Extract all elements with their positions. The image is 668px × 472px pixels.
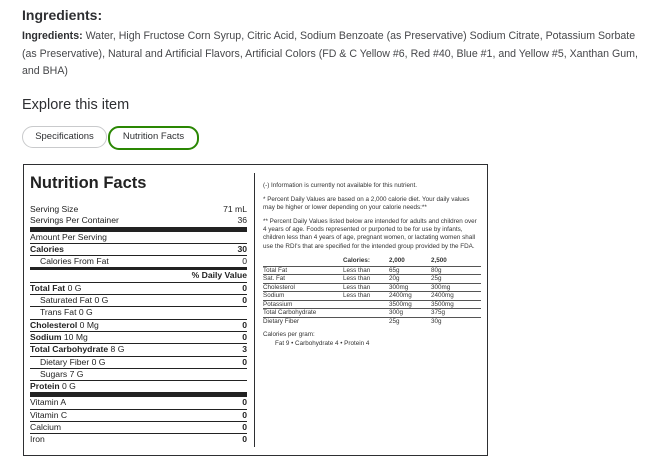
table-cell: Sat. Fat — [263, 275, 343, 284]
vitamin-row — [30, 421, 247, 433]
nutrient-row — [30, 368, 247, 380]
nutrient-label: Sodium — [30, 331, 62, 342]
nutrient-label: Dietary Fiber — [40, 356, 90, 367]
nutrient-row — [30, 343, 247, 355]
explore-heading: Explore this item — [22, 97, 130, 113]
nutrient-label: Saturated Fat — [40, 295, 93, 306]
nutrient-dv — [243, 369, 247, 380]
calories-per-gram-values: Fat 9 • Carbohydrate 4 • Protein 4 — [275, 340, 370, 348]
daily-value-header — [30, 267, 247, 281]
table-cell: 3500mg — [431, 300, 481, 309]
calories-per-gram-label: Calories per gram: — [263, 331, 315, 339]
nutrient-label: Total Carbohydrate — [30, 344, 109, 355]
table-cell: 30g — [431, 317, 481, 325]
vitamin-row — [30, 409, 247, 421]
table-row — [263, 266, 481, 275]
table-row — [263, 300, 481, 309]
table-cell: 65g — [389, 266, 431, 275]
vitamin-dv: 0 — [242, 409, 247, 420]
nutrient-label: Sugars — [40, 368, 68, 379]
servings-value: 36 — [237, 215, 247, 226]
table-row — [263, 292, 481, 301]
footnote-rdi: ** Percent Daily Values listed below are intended for adults and children over 4 years of age. Foods represented or purported to be for use by infants, children less than 4 years of age, pregnant women, or lactating women shall use the RDI's that are specified for the intended group provided by the FDA. — [263, 218, 477, 250]
nutrient-row — [30, 331, 247, 343]
nutrition-facts-label — [30, 173, 247, 446]
nutrient-row — [30, 282, 247, 294]
amount-per-serving-label: Amount Per Serving — [30, 231, 107, 242]
footnote-unavailable: (-) Information is currently not available for this nutrient. — [263, 182, 417, 189]
vitamin-label: Vitamin C — [30, 409, 68, 420]
nutrient-dv — [243, 307, 247, 318]
nutrient-row — [30, 319, 247, 331]
vitamin-dv: 0 — [242, 397, 247, 408]
servings-label: Servings Per Container — [30, 215, 119, 226]
table-cell: 80g — [431, 266, 481, 275]
amount-per-serving-row — [30, 227, 247, 243]
nutrient-amount: 8 G — [110, 344, 125, 355]
servings-row — [30, 215, 247, 226]
calories-row — [30, 243, 247, 255]
ingredients-text — [22, 28, 652, 81]
nutrient-dv: 0 — [242, 319, 247, 330]
serving-size-value: 71 mL — [223, 204, 247, 214]
ingredients-label: Ingredients: — [22, 30, 83, 42]
table-row — [263, 309, 481, 318]
calories-from-fat-value: 0 — [242, 256, 247, 267]
table-cell: 25g — [431, 275, 481, 284]
nutrition-title: Nutrition Facts — [30, 174, 147, 192]
nutrient-dv: 0 — [242, 331, 247, 342]
calories-value: 30 — [237, 243, 247, 254]
table-header-cell: Calories: — [343, 257, 370, 265]
table-row — [263, 283, 481, 292]
table-cell — [343, 317, 389, 325]
nutrient-amount: 10 Mg — [63, 331, 88, 342]
vitamin-row — [30, 433, 247, 445]
vitamin-dv: 0 — [242, 434, 247, 445]
table-cell: Sodium — [263, 292, 343, 301]
nutrient-dv: 0 — [242, 356, 247, 367]
vitamin-label: Iron — [30, 434, 45, 445]
tab-specifications[interactable]: Specifications — [22, 126, 107, 148]
calories-label: Calories — [30, 243, 64, 254]
nutrient-dv: 0 — [242, 282, 247, 293]
table-cell: Dietary Fiber — [263, 317, 343, 325]
table-header-cell — [263, 257, 343, 267]
ingredients-heading: Ingredients: — [22, 7, 103, 23]
footnotes — [263, 182, 481, 348]
nutrient-amount: 0 G — [94, 295, 109, 306]
table-cell: Total Fat — [263, 266, 343, 275]
table-cell: 2400mg — [431, 292, 481, 301]
vitamin-label: Vitamin A — [30, 397, 67, 408]
serving-size-label: Serving Size — [30, 204, 79, 214]
nutrient-amount: 0 G — [78, 307, 93, 318]
table-cell: 300g — [389, 309, 431, 318]
daily-value-header-label: % Daily Value — [191, 270, 247, 281]
table-row — [263, 275, 481, 284]
nutrient-amount: 0 G — [67, 282, 82, 293]
nutrient-label: Total Fat — [30, 282, 66, 293]
table-cell: 3500mg — [389, 300, 431, 309]
table-cell: 300mg — [431, 283, 481, 292]
nutrient-row — [30, 356, 247, 368]
nutrient-amount: 7 G — [69, 368, 84, 379]
panel-divider — [254, 173, 255, 447]
nutrient-row — [30, 380, 247, 392]
tab-nutrition-facts[interactable]: Nutrition Facts — [108, 126, 199, 150]
nutrient-dv: 0 — [242, 295, 247, 306]
calories-from-fat-row — [30, 255, 247, 267]
table-cell: 20g — [389, 275, 431, 284]
nutrient-dv: 3 — [242, 344, 247, 355]
calories-from-fat-label: Calories From Fat — [40, 256, 109, 267]
table-header-cell: 2,500 — [431, 257, 447, 265]
table-cell: Less than — [343, 283, 389, 292]
nutrient-label: Protein — [30, 381, 60, 392]
table-cell: 25g — [389, 317, 431, 325]
table-cell: Less than — [343, 292, 389, 301]
nutrient-label: Trans Fat — [40, 307, 77, 318]
nutrient-row — [30, 294, 247, 306]
nutrient-amount: 0 G — [91, 356, 106, 367]
table-cell: 375g — [431, 309, 481, 318]
table-cell: 300mg — [389, 283, 431, 292]
table-row — [263, 317, 481, 325]
vitamin-row — [30, 392, 247, 408]
daily-values-table — [263, 257, 481, 326]
table-cell: Potassium — [263, 300, 343, 309]
nutrient-amount: 0 G — [62, 381, 76, 392]
vitamin-label: Calcium — [30, 422, 62, 433]
footnote-daily-values: * Percent Daily Values are based on a 2,000 calorie diet. Your daily values may be higher or lower depending on your calorie needs:** — [263, 196, 470, 212]
nutrient-row — [30, 306, 247, 318]
nutrient-dv — [243, 381, 247, 392]
table-cell: Total Carbohydrate — [263, 309, 343, 318]
table-cell: 2400mg — [389, 292, 431, 301]
table-cell: Less than — [343, 275, 389, 284]
table-cell: Cholesterol — [263, 283, 343, 292]
nutrition-panel — [23, 164, 488, 456]
vitamin-dv: 0 — [242, 422, 247, 433]
nutrient-amount: 0 Mg — [79, 319, 99, 330]
ingredients-list: Water, High Fructose Corn Syrup, Citric Acid, Sodium Benzoate (as Preservative) Sodium Citrate, Potassium Sorbate (as Preservative), Natural and Artificial Flavors, Artificial Colors (FD & C Yellow #6, Red #40, Blue #1, and Yellow #5, Xanthan Gum, and BHA) — [22, 30, 638, 77]
table-cell — [343, 309, 389, 318]
table-cell — [343, 300, 389, 309]
serving-size-row — [30, 204, 247, 215]
table-cell: Less than — [343, 266, 389, 275]
daily-values-header-row — [263, 257, 481, 267]
table-header-cell: 2,000 — [389, 257, 405, 265]
nutrient-label: Cholesterol — [30, 319, 78, 330]
